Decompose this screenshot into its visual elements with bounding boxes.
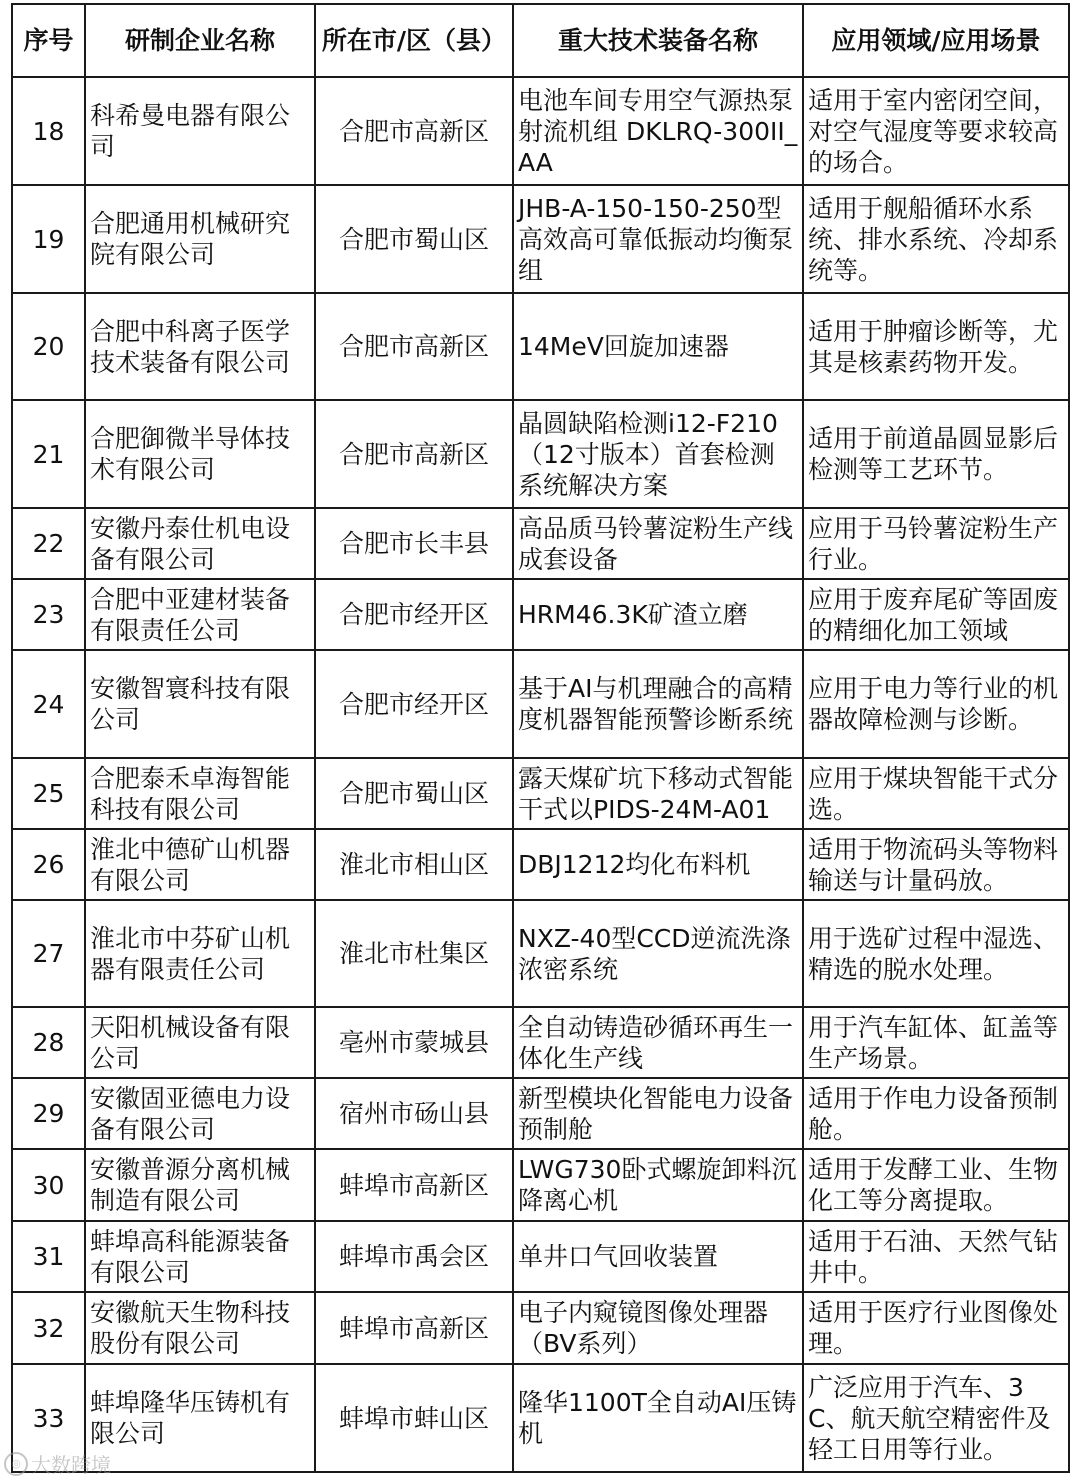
cell-location: 合肥市高新区 — [315, 293, 513, 400]
cell-equipment: 隆华1100T全自动AI压铸机 — [513, 1364, 803, 1472]
cell-location: 合肥市蜀山区 — [315, 758, 513, 829]
cell-location: 蚌埠市高新区 — [315, 1292, 513, 1364]
cell-company: 天阳机械设备有限公司 — [85, 1007, 315, 1078]
cell-application: 适用于发酵工业、生物化工等分离提取。 — [803, 1149, 1069, 1221]
cell-seq: 20 — [12, 293, 85, 400]
cell-location: 合肥市高新区 — [315, 400, 513, 508]
cell-company: 安徽普源分离机械制造有限公司 — [85, 1149, 315, 1221]
cell-company: 安徽航天生物科技股份有限公司 — [85, 1292, 315, 1364]
cell-seq: 29 — [12, 1078, 85, 1149]
cell-location: 合肥市经开区 — [315, 650, 513, 758]
cell-company: 合肥御微半导体技术有限公司 — [85, 400, 315, 508]
cell-company: 合肥泰禾卓海智能科技有限公司 — [85, 758, 315, 829]
cell-equipment: 基于AI与机理融合的高精度机器智能预警诊断系统 — [513, 650, 803, 758]
table-row — [12, 758, 1069, 829]
cell-equipment: JHB-A-150-150-250型高效高可靠低振动均衡泵组 — [513, 185, 803, 293]
table-row — [12, 508, 1069, 579]
cell-equipment: HRM46.3K矿渣立磨 — [513, 579, 803, 650]
cell-company: 安徽智寰科技有限公司 — [85, 650, 315, 758]
cell-company: 合肥中亚建材装备有限责任公司 — [85, 579, 315, 650]
cell-equipment: LWG730卧式螺旋卸料沉降离心机 — [513, 1149, 803, 1221]
cell-application: 应用于煤块智能干式分选。 — [803, 758, 1069, 829]
cell-company: 科希曼电器有限公司 — [85, 77, 315, 185]
cell-company: 蚌埠隆华压铸机有限公司 — [85, 1364, 315, 1472]
cell-application: 适用于室内密闭空间，对空气湿度等要求较高的场合。 — [803, 77, 1069, 185]
cell-company: 安徽丹泰仕机电设备有限公司 — [85, 508, 315, 579]
cell-location: 合肥市长丰县 — [315, 508, 513, 579]
header-equipment: 重大技术装备名称 — [513, 4, 803, 77]
cell-location: 蚌埠市高新区 — [315, 1149, 513, 1221]
cell-location: 合肥市高新区 — [315, 77, 513, 185]
cell-seq: 31 — [12, 1221, 85, 1292]
header-row — [12, 4, 1069, 77]
table-row — [12, 185, 1069, 293]
cell-location: 蚌埠市蚌山区 — [315, 1364, 513, 1472]
equipment-table — [11, 3, 1070, 1473]
cell-company: 淮北市中芬矿山机器有限责任公司 — [85, 900, 315, 1007]
table-row — [12, 400, 1069, 508]
watermark — [4, 1449, 111, 1478]
cell-application: 应用于马铃薯淀粉生产行业。 — [803, 508, 1069, 579]
header-application: 应用领域/应用场景 — [803, 4, 1069, 77]
cell-location: 蚌埠市禹会区 — [315, 1221, 513, 1292]
table-row — [12, 293, 1069, 400]
cell-seq: 33 — [12, 1364, 85, 1472]
cell-seq: 18 — [12, 77, 85, 185]
cell-application: 适用于石油、天然气钻井中。 — [803, 1221, 1069, 1292]
cell-equipment: 高品质马铃薯淀粉生产线成套设备 — [513, 508, 803, 579]
cell-application: 适用于舰船循环水系统、排水系统、冷却系统等。 — [803, 185, 1069, 293]
table-row — [12, 829, 1069, 900]
cell-seq: 27 — [12, 900, 85, 1007]
cell-application: 适用于肿瘤诊断等，尤其是核素药物开发。 — [803, 293, 1069, 400]
cell-seq: 22 — [12, 508, 85, 579]
cell-company: 合肥通用机械研究院有限公司 — [85, 185, 315, 293]
table-row — [12, 1078, 1069, 1149]
cell-equipment: 电子内窥镜图像处理器（BV系列） — [513, 1292, 803, 1364]
cell-seq: 25 — [12, 758, 85, 829]
cell-location: 宿州市砀山县 — [315, 1078, 513, 1149]
cell-location: 淮北市相山区 — [315, 829, 513, 900]
cell-application: 适用于物流码头等物料输送与计量码放。 — [803, 829, 1069, 900]
cell-seq: 24 — [12, 650, 85, 758]
cell-seq: 21 — [12, 400, 85, 508]
cell-application: 用于汽车缸体、缸盖等生产场景。 — [803, 1007, 1069, 1078]
cell-application: 适用于作电力设备预制舱。 — [803, 1078, 1069, 1149]
cell-application: 应用于废弃尾矿等固废的精细化加工领域 — [803, 579, 1069, 650]
cell-equipment: 露天煤矿坑下移动式智能干式以PIDS-24M-A01 — [513, 758, 803, 829]
cell-location: 淮北市杜集区 — [315, 900, 513, 1007]
table-row — [12, 1149, 1069, 1221]
cell-seq: 26 — [12, 829, 85, 900]
table-row — [12, 1292, 1069, 1364]
cell-company: 安徽固亚德电力设备有限公司 — [85, 1078, 315, 1149]
cell-equipment: 14MeV回旋加速器 — [513, 293, 803, 400]
cell-application: 应用于电力等行业的机器故障检测与诊断。 — [803, 650, 1069, 758]
watermark-text: 大数跨境 — [31, 1453, 111, 1477]
cell-location: 合肥市蜀山区 — [315, 185, 513, 293]
cell-equipment: 全自动铸造砂循环再生一体化生产线 — [513, 1007, 803, 1078]
header-company: 研制企业名称 — [85, 4, 315, 77]
cell-equipment: NXZ-40型CCD逆流洗涤浓密系统 — [513, 900, 803, 1007]
cell-location: 合肥市经开区 — [315, 579, 513, 650]
cell-equipment: 电池车间专用空气源热泵射流机组 DKLRQ-300II_AA — [513, 77, 803, 185]
cell-company: 蚌埠高科能源装备有限公司 — [85, 1221, 315, 1292]
cell-equipment: 新型模块化智能电力设备预制舱 — [513, 1078, 803, 1149]
cell-company: 淮北中德矿山机器有限公司 — [85, 829, 315, 900]
header-seq: 序号 — [12, 4, 85, 77]
cell-application: 用于选矿过程中湿选、精选的脱水处理。 — [803, 900, 1069, 1007]
cell-seq: 30 — [12, 1149, 85, 1221]
cell-seq: 28 — [12, 1007, 85, 1078]
cell-equipment: 晶圆缺陷检测i12-F210（12寸版本）首套检测系统解决方案 — [513, 400, 803, 508]
cell-application: 适用于前道晶圆显影后检测等工艺环节。 — [803, 400, 1069, 508]
table-row — [12, 1221, 1069, 1292]
table-row — [12, 1364, 1069, 1472]
cell-equipment: 单井口气回收装置 — [513, 1221, 803, 1292]
table-row — [12, 650, 1069, 758]
watermark-logo-icon: ◎ — [4, 1452, 28, 1476]
cell-application: 广泛应用于汽车、3C、航天航空精密件及轻工日用等行业。 — [803, 1364, 1069, 1472]
cell-seq: 19 — [12, 185, 85, 293]
cell-seq: 23 — [12, 579, 85, 650]
table-row — [12, 579, 1069, 650]
table-row — [12, 77, 1069, 185]
header-location: 所在市/区（县） — [315, 4, 513, 77]
table-row — [12, 900, 1069, 1007]
cell-company: 合肥中科离子医学技术装备有限公司 — [85, 293, 315, 400]
cell-seq: 32 — [12, 1292, 85, 1364]
cell-location: 亳州市蒙城县 — [315, 1007, 513, 1078]
cell-application: 适用于医疗行业图像处理。 — [803, 1292, 1069, 1364]
table-row — [12, 1007, 1069, 1078]
cell-equipment: DBJ1212均化布料机 — [513, 829, 803, 900]
